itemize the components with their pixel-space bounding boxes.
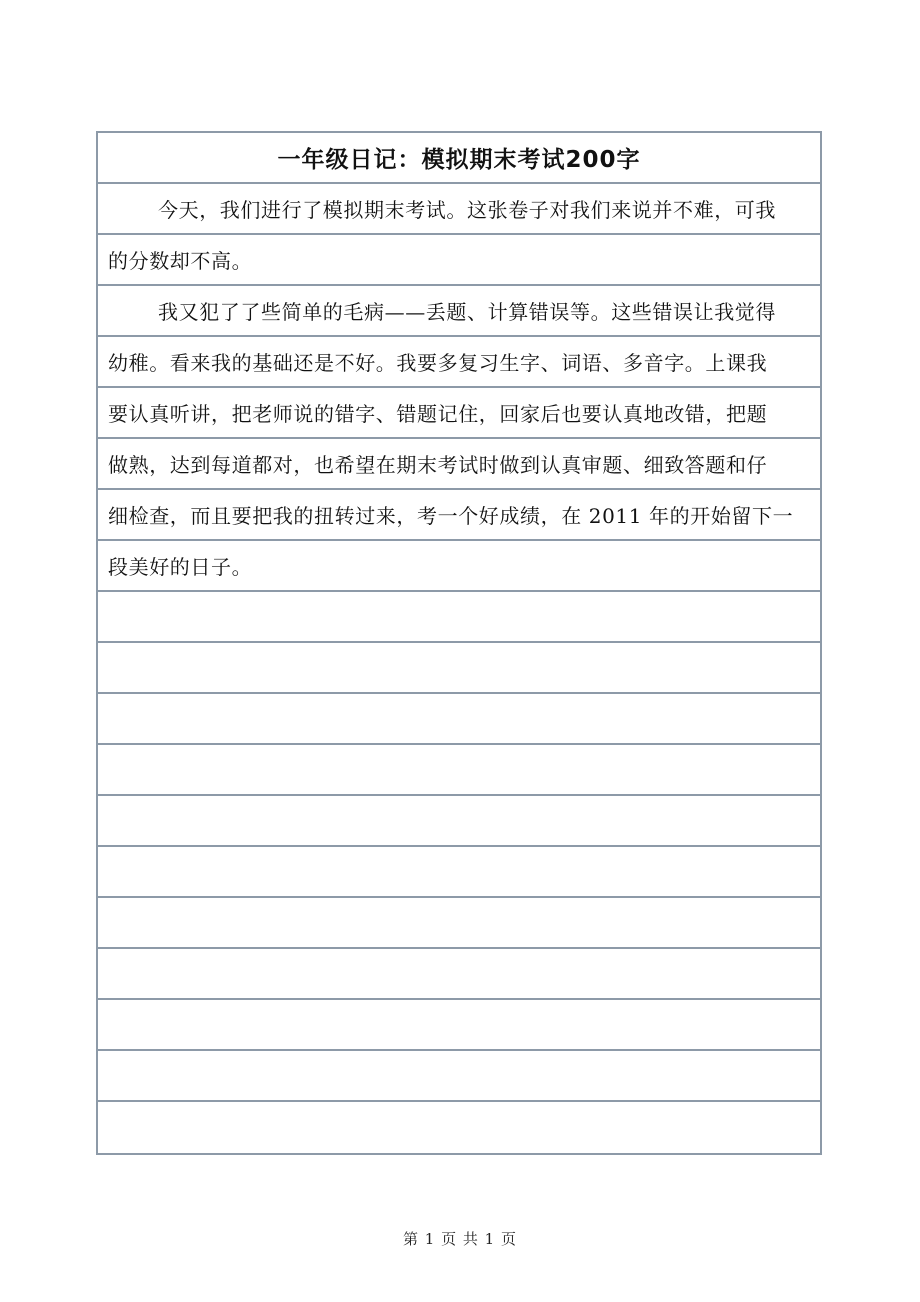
empty-line bbox=[98, 949, 820, 1000]
text-line: 做熟，达到每道都对，也希望在期末考试时做到认真审题、细致答题和仔 bbox=[98, 439, 820, 490]
empty-line bbox=[98, 796, 820, 847]
text-line: 幼稚。看来我的基础还是不好。我要多复习生字、词语、多音字。上课我 bbox=[98, 337, 820, 388]
empty-line bbox=[98, 898, 820, 949]
empty-line bbox=[98, 592, 820, 643]
page-number: 第 1 页 共 1 页 bbox=[403, 1230, 517, 1248]
diary-title: 一年级日记：模拟期末考试200字 bbox=[98, 133, 820, 184]
text-line: 段美好的日子。 bbox=[98, 541, 820, 592]
empty-line bbox=[98, 745, 820, 796]
text-line: 今天，我们进行了模拟期末考试。这张卷子对我们来说并不难，可我 bbox=[98, 184, 820, 235]
empty-line bbox=[98, 1102, 820, 1153]
empty-line bbox=[98, 643, 820, 694]
text-line: 的分数却不高。 bbox=[98, 235, 820, 286]
diary-sheet bbox=[96, 131, 822, 1155]
text-line: 要认真听讲，把老师说的错字、错题记住，回家后也要认真地改错，把题 bbox=[98, 388, 820, 439]
text-line: 我又犯了了些简单的毛病——丢题、计算错误等。这些错误让我觉得 bbox=[98, 286, 820, 337]
text-line: 细检查，而且要把我的扭转过来，考一个好成绩，在 2011 年的开始留下一 bbox=[98, 490, 820, 541]
empty-line bbox=[98, 694, 820, 745]
empty-line bbox=[98, 847, 820, 898]
empty-line bbox=[98, 1000, 820, 1051]
empty-line bbox=[98, 1051, 820, 1102]
